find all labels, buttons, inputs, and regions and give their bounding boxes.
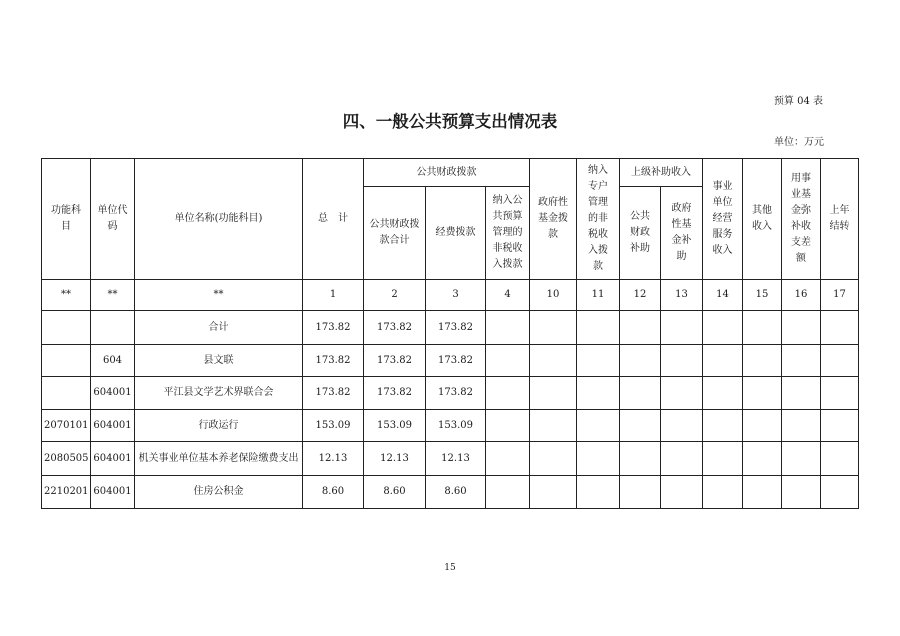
form-number: 预算 04 表	[773, 96, 823, 107]
table-row: 604 县文联 173.82 173.82 173.82	[42, 345, 859, 377]
table-row: 合计 173.82 173.82 173.82	[42, 311, 859, 345]
header-pf-nontax: 纳入公共预算管理的非税收入拨款	[486, 187, 530, 280]
header-func-code: 功能科目	[42, 159, 91, 280]
header-fund-cover: 用事业基金弥补收支差额	[782, 159, 821, 280]
header-special-nontax: 纳入专户管理的非税收入拨款	[577, 159, 620, 280]
table-row: 2070101 604001 行政运行 153.09 153.09 153.09	[42, 410, 859, 442]
header-business-income: 事业单位经营服务收入	[703, 159, 743, 280]
budget-table	[41, 158, 859, 509]
table-row: 2210201 604001 住房公积金 8.60 8.60 8.60	[42, 476, 859, 509]
header-superior-subsidy: 上级补助收入	[620, 159, 703, 187]
header-pf-total: 公共财政拨款合计	[364, 187, 426, 280]
header-total: 总 计	[303, 159, 364, 280]
header-public-finance: 公共财政拨款	[364, 159, 530, 187]
header-carryover: 上年结转	[821, 159, 859, 280]
table-row: 2080505 604001 机关事业单位基本养老保险缴费支出 12.13 12.13 12.13	[42, 442, 859, 476]
page-title: 四、一般公共预算支出情况表	[342, 112, 558, 131]
page-number: 15	[444, 563, 456, 573]
header-unit-code: 单位代码	[91, 159, 135, 280]
header-other-income: 其他收入	[743, 159, 782, 280]
header-sub-gov-fund: 政府性基金补助	[661, 187, 703, 280]
header-sub-public: 公共财政补助	[620, 187, 661, 280]
header-gov-fund: 政府性基金拨款	[530, 159, 577, 280]
index-row: ** ** ** 1 2 3 4 10 11 12 13 14 15 16 17	[42, 280, 859, 311]
unit-label: 单位：万元	[774, 137, 824, 148]
header-pf-expense: 经费拨款	[426, 187, 486, 280]
table-row: 604001 平江县文学艺术界联合会 173.82 173.82 173.82	[42, 377, 859, 410]
header-unit-name: 单位名称(功能科目)	[135, 159, 303, 280]
